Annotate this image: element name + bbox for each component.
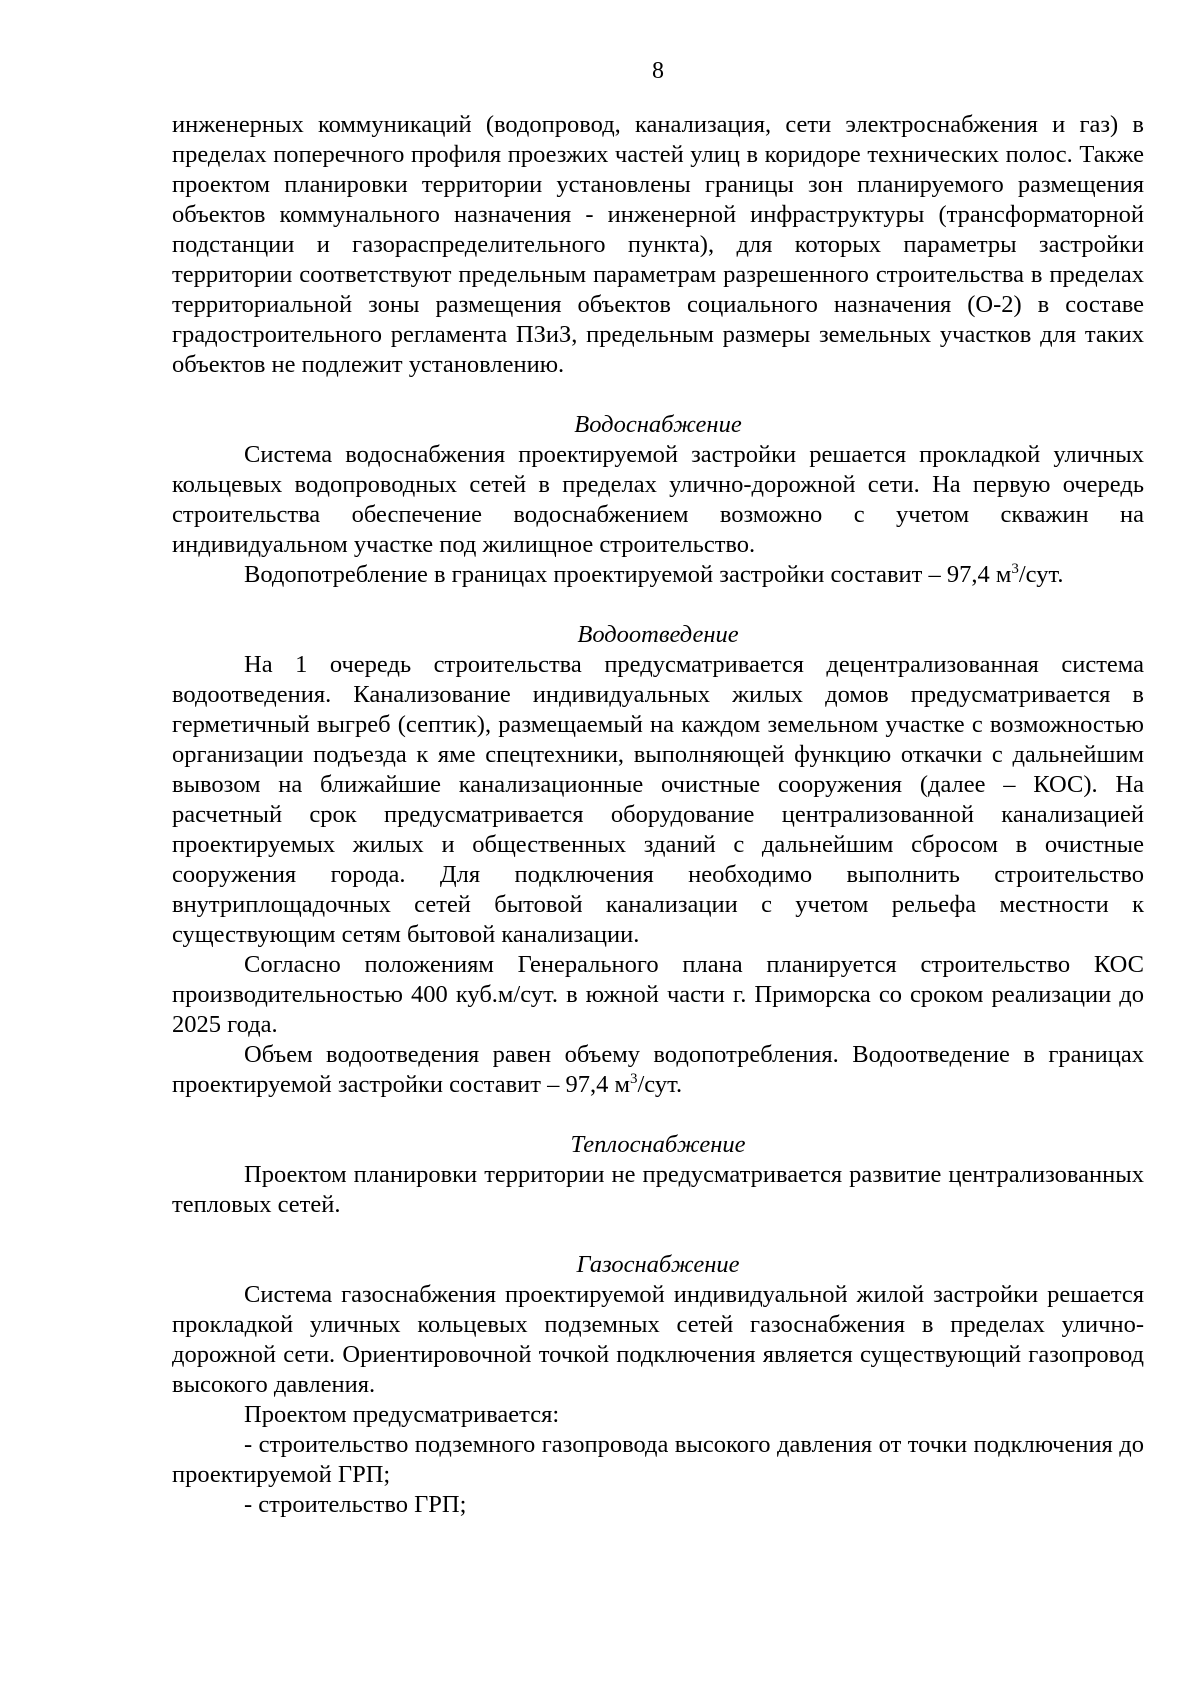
sewerage-paragraph-3 [172, 1040, 1144, 1100]
water-supply-paragraph-1: Система водоснабжения проектируемой застройки решается прокладкой уличных кольцевых водопроводных сетей в пределах улично-дорожной сети. На первую очередь строительства обеспечение водоснабжением возможно с учетом скважин на индивидуальном участке под жилищное строительство. [172, 441, 1144, 558]
sewerage-volume-text: Объем водоотведения равен объему водопотребления. Водоотведение в границах проектируемой застройки составит – 97,4 м [172, 1041, 1144, 1098]
heating-heading: Теплоснабжение [570, 1131, 746, 1158]
gas-supply-paragraph-1: Система газоснабжения проектируемой индивидуальной жилой застройки решается прокладкой уличных кольцевых подземных сетей газоснабжения в пределах улично-дорожной сети. Ориентировочной точкой подключения является существующий газопровод высокого давления. [172, 1281, 1144, 1398]
water-supply-heading: Водоснабжение [574, 411, 742, 438]
water-consumption-text: Водопотребление в границах проектируемой застройки составит – 97,4 м [244, 561, 1012, 588]
cubic-superscript: 3 [1011, 560, 1019, 577]
per-day-unit: /сут. [637, 1071, 683, 1098]
cubic-superscript: 3 [629, 1070, 638, 1087]
gas-supply-list-item-2: - строительство ГРП; [244, 1491, 467, 1518]
per-day-unit: /сут. [1018, 561, 1064, 588]
sewerage-heading: Водоотведение [577, 621, 739, 648]
gas-supply-paragraph-2: Проектом предусматривается: [244, 1401, 560, 1428]
intro-paragraph: инженерных коммуникаций (водопровод, канализация, сети электроснабжения и газ) в пределах поперечного профиля проезжих частей улиц в коридоре технических полос. Также проектом планировки территории установлены границы зон планируемого размещения объектов коммунального назначения - инженерной инфраструктуры (трансформаторной подстанции и газораспределительного пункта), для которых параметры застройки территории соответствуют предельным параметрам разрешенного строительства в пределах территориальной зоны размещения объектов социального назначения (О-2) в составе градостроительного регламента ПЗиЗ, предельным размеры земельных участков для таких объектов не подлежит установлению. [172, 111, 1144, 378]
page-number: 8 [652, 58, 664, 84]
document-page [172, 56, 1144, 1520]
water-supply-paragraph-2 [172, 560, 1144, 590]
sewerage-paragraph-1: На 1 очередь строительства предусматривается децентрализованная система водоотведения. Канализование индивидуальных жилых домов предусматривается в герметичный выгреб (септик), размещаемый на каждом земельном участке с возможностью организации подъезда к яме спецтехники, выполняющей функцию откачки с дальнейшим вывозом на ближайшие канализационные очистные сооружения (далее – КОС). На расчетный срок предусматривается оборудование централизованной канализацией проектируемых жилых и общественных зданий с дальнейшим сбросом в очистные сооружения города. Для подключения необходимо выполнить строительство внутриплощадочных сетей бытовой канализации с учетом рельефа местности к существующим сетям бытовой канализации. [172, 651, 1144, 948]
gas-supply-heading: Газоснабжение [576, 1251, 740, 1278]
gas-supply-list-item-1: - строительство подземного газопровода высокого давления от точки подключения до проектируемой ГРП; [172, 1431, 1144, 1488]
sewerage-paragraph-2: Согласно положениям Генерального плана планируется строительство КОС производительностью 400 куб.м/сут. в южной части г. Приморска со сроком реализации до 2025 года. [172, 951, 1144, 1038]
heating-paragraph: Проектом планировки территории не предусматривается развитие централизованных тепловых сетей. [172, 1161, 1144, 1218]
